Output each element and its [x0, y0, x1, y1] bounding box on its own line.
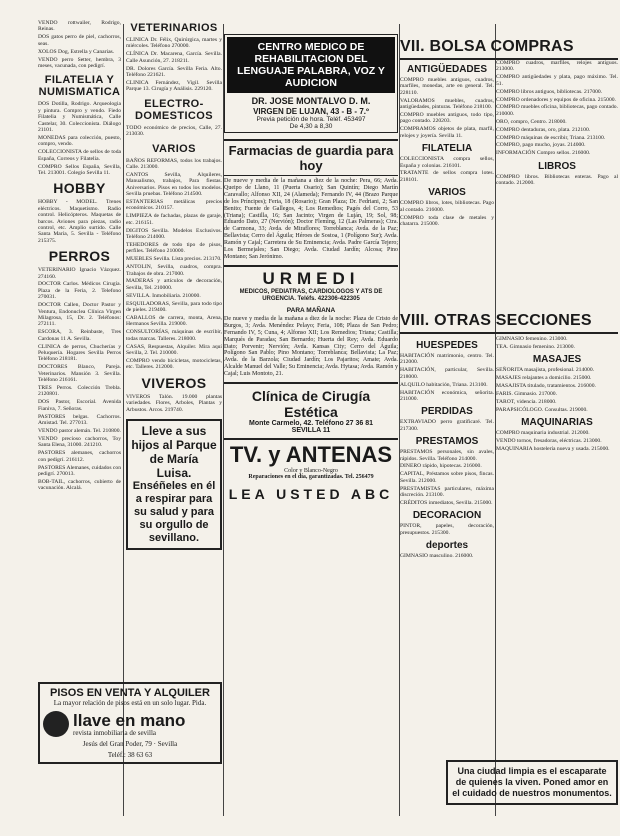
deportes-ads: [400, 553, 494, 559]
ad-item: COLECCIONISTA de sellos de toda España, Correos y Filatelia.: [38, 149, 121, 162]
ad-item: DOS gatos perro de piel, cachorros, seas.: [38, 34, 121, 47]
parque-text: Enséñeles en él a respirar para su salud y para su orgullo de sevillano.: [132, 479, 216, 544]
section-vii-header: [400, 36, 618, 60]
ad-item: TODO económico de precios, Calle, 27. 213030.: [126, 124, 222, 138]
maquinarias-heading: MAQUINARIAS: [521, 417, 593, 429]
decoracion-heading: DECORACION: [412, 510, 482, 522]
prestamos-heading: PRESTAMOS: [415, 436, 479, 448]
ad-item: COMPRO muebles oficina, bibliotecas, pago contado. 210000.: [496, 104, 618, 117]
ad-item: DIGITOS Sevilla. Modelos Exclusivos. Teléfono 214000.: [126, 227, 222, 241]
antig-ads: [400, 77, 494, 139]
ad-item: VALORAMOS muebles, cuadros, antigüedades, pinturas. Teléfono 218100.: [400, 97, 494, 111]
ad-item: CAPITAL, Préstamos sobre pisos, fincas. Sevilla. 212000.: [400, 471, 494, 484]
viveros-ads: [126, 394, 222, 413]
varios-heading: VARIOS: [152, 142, 196, 155]
filatelia4-heading: FILATELIA: [421, 143, 473, 155]
prestamos-ads: [400, 449, 494, 506]
tv-line: Reparaciones en el día, garantizadas. Tel. 256479: [248, 474, 374, 481]
ad-item: COMPRO cuadros, marfiles, relojes antiguos. 213000.: [496, 60, 618, 73]
ad-item: DOS Dotilla, Rodrigo. Arqueologia y pintura. Compro y vendo. Fiedo Filatelia y Numismática, Calle Castelar, 30. Coleccionista. Diálogo 21101.: [38, 101, 121, 133]
filatelia-ads: [38, 101, 121, 176]
ad-item: BAÑOS REFORMAS, todos los trabajos. Calle. 213000.: [126, 157, 222, 170]
ad-item: SEÑORITA masajista, profesional. 214000.: [496, 367, 595, 374]
llave-brand: llave en mano: [73, 710, 186, 730]
varios4-heading: VARIOS: [428, 187, 466, 199]
ad-item: HOBBY - MODEL. Trenes eléctricos. Maquetismo. Radio control. Helicópteros. Maquetas de barcos. Aviones para piezas, radio control, etc. Amplio surtido. Calle Santa María, 5. Sevilla - Teléfono 215375.: [38, 199, 121, 244]
hobby-ads: [38, 199, 121, 244]
filatelia-heading: FILATELIA Y NUMISMATICA: [38, 74, 121, 99]
compras-ads: [496, 60, 618, 157]
ad-item: COMPRO ordenadores y equipos de oficina. 215000.: [496, 96, 616, 103]
column-3: [224, 34, 398, 836]
ad-item: VETERINARIO Ignacio Vázquez. 274160.: [38, 267, 121, 280]
ad-item: INFORMACIÓN Compro sellos. 216000.: [496, 150, 591, 157]
ad-item: LIMPIEZA de fachadas, plazas de garaje, etc. 216151.: [126, 213, 222, 226]
ad-item: HABITACIÓN matrimonio, centro. Tel. 212000.: [400, 353, 494, 366]
ad-item: BOB-TAIL, cachorros, cubierto de vacunación. Alcalá.: [38, 478, 121, 492]
ad-item: VENDO precioso cachorros, Toy Santa Elena, 31000. 241210.: [38, 435, 121, 449]
ad-item: VIVEROS Talón. 19.000 plantas variedades. Flores, Arboles, Plantas y Arbustos. Arcos. 219740.: [126, 393, 222, 413]
huespedes-heading: HUESPEDES: [416, 340, 478, 351]
ad-item: COMPRO maquinaria industrial. 212000.: [496, 430, 590, 437]
ad-item: GIMNASIO femenino. 213000.: [496, 336, 568, 342]
ad-item: COLECCIONISTA compra sellos, España y colonias. 216101.: [400, 156, 494, 169]
antig-heading: ANTIGÜEDADES: [406, 64, 487, 75]
ad-item: DINERO rápido, hipotecas. 216000.: [400, 463, 482, 470]
electro-heading: ELECTRO-DOMESTICOS: [135, 97, 213, 122]
maquinarias-ads: [496, 430, 618, 452]
vet-ads: [126, 37, 222, 93]
ad-item: XOLOS Dog, Estrella y Canarias.: [38, 48, 115, 55]
ad-item: COMPRO dentaduras, oro, plata. 212100.: [496, 126, 591, 133]
section-viii-header: [400, 310, 618, 334]
ciudad-limpia-text: Una ciudad limpia es el escaparate de quienes la viven. Poned amor en el cuidado de nuestros monumentos.: [452, 766, 612, 798]
ad-item: DOCTORES Blanco, Pareja. Veterinarios. Mansión 3. Sevilla. Teléfono 216161.: [38, 364, 121, 384]
farmacias-title: Farmacias de guardia para hoy: [224, 139, 398, 176]
clinic-time: De 4,30 a 8,30: [289, 123, 333, 130]
ad-item: ESQUILADORAS, Sevilla, para todo tipo de pieles. 219400.: [126, 300, 222, 314]
ad-item: ORO, compro, Centro. 218000.: [496, 118, 567, 125]
masajes-heading: MASAJES: [532, 354, 582, 366]
section-vii-title: VII. BOLSA COMPRAS: [400, 36, 618, 60]
ad-item: MADERAS y artículos de decoración, Sevilla, Tel. 210000.: [126, 278, 222, 291]
ad-item: CABALLOS de carrera, monta, Arena, Hermanos Sevilla. 219000.: [126, 315, 222, 328]
ad-item: TEA. Gimnasio femenino. 213000.: [496, 343, 575, 350]
ad-item: COMPRAMOS objetos de plata, marfil, relojes y joyería. Sevilla 11.: [400, 126, 494, 139]
ad-item: TAROT, videncia. 218000.: [496, 398, 557, 405]
ad-item: PRESTAMISTAS particulares, máxima discreción. 213100.: [400, 485, 494, 499]
pisos-title: PISOS EN VENTA Y ALQUILER: [50, 687, 210, 699]
ad-item: COMPRO máquinas de escribir, Triana. 213100.: [496, 134, 606, 141]
ad-item: HABITACIÓN, particular, Sevilla. 218000.: [400, 367, 494, 380]
column-4-lower: [400, 336, 494, 746]
ciudad-limpia-box: [446, 754, 618, 805]
ad-item: HABITACIÓN económica, señorita. 211000.: [400, 389, 494, 402]
ad-item: TEHEDORES de todo tipo de pisos, perfiles. Teléfono 210000.: [126, 241, 222, 255]
clinic-doctor: DR. JOSE MONTALVO D. M.: [251, 96, 371, 106]
ad-item: COMPRO libros, lotes, bibliotecas. Pago al contado. 216000.: [400, 200, 494, 213]
perros-heading: PERROS: [48, 248, 111, 265]
ad-item: PRESTAMOS personales, sin avales, rápidos. Sevilla. Teléfono 214000.: [400, 449, 494, 462]
electro-ads: [126, 125, 222, 138]
para-manana-heading: PARA MAÑANA: [286, 306, 336, 314]
llave-phone: Teléf.: 38 63 63: [107, 751, 153, 759]
ad-item: COMPRO vendo bicicletas, motocicletas, etc. Talleres. 212000.: [126, 357, 222, 371]
ad-item: COMPRO libros antiguos, bibliotecas. 217000.: [496, 88, 603, 95]
ad-item: TRATANTE de sellos compra lotes. 218101.: [400, 170, 494, 183]
varios4-ads: [400, 200, 494, 227]
lea-usted-abc: LEA USTED ABC: [228, 486, 394, 503]
llave-tagline: revista inmobiliaria de sevilla: [73, 728, 157, 737]
pisos-ad: [38, 676, 222, 764]
ad-item: VENDO rottwailer, Rodrigo, Reinas.: [38, 20, 121, 33]
ad-item: CANTOS Sevilla, Alquileres, Manualismo, trabajos, Para fiestas. Aniversarios. Pisos en todos los modelos. Sevilla pruebas. Teléfono 214500.: [126, 171, 222, 198]
clinic-banner: CENTRO MEDICO DE REHABILITACION DEL LENGUAJE PALABRA, VOZ Y AUDICION: [227, 37, 395, 93]
ad-item: VENDO tornos, fresadoras, eléctricas. 213000.: [496, 438, 602, 445]
ad-item: PARAPSICÓLOGO. Consultas. 219000.: [496, 406, 588, 413]
huespedes-ads: [400, 353, 494, 402]
ad-item: CRÉDITOS inmediatos, Sevilla. 215000.: [400, 500, 493, 506]
cirugia-address: Monte Carmelo, 42. Teléfono 27 36 81: [249, 420, 373, 428]
ad-item: TRES Perros. Colección Trebla. 2120801.: [38, 385, 121, 398]
parque-lead: Lleve a sus hijos al Parque de María Luisa.: [131, 423, 217, 480]
ad-item: MASAJES relajantes a domicilio. 215000.: [496, 375, 592, 382]
ad-item: SEVILLA. Inmobiliaria. 210000.: [126, 292, 201, 299]
farmacias-text: De nueve y media de la mañana a diez de la noche: Pera, 66; Avda. Queipo de Llano, 11 (Puerta Osario); San Quintín; Diego Martín Caravallo; Alfonso XII, 24 (Alameda); Fernando IV, 44 (Brazo Parque de los Príncipes); Feria, 18 (Rosario); Gran Plaza; Dr. Fedriani, 2; San Benito; Fuente de Gallegos, 4; Los Remedios; Pagés del Corro, 53 (Triana); Castilla, 16; San Jacinto; Virgen de Luján, 19; Sol, 98; Eduardo Dato, 27 (Nervión); Doctor Fleming, 12 (Las Palmeras); Ctra. de Carmona, 33; Avda. de Miraflores; Torreblanca; Avda. de la Paz; Bellavista; Cerro del Águila; Héroes de Sostoa, 1 (Polígono Sur); Avda. Ramón y Cajal; Carretera de Su Eminencia; Avda. Padre García Tejero; Los Bermejales; San Diego; Avda. Ciudad Jardín; Alcosa; Pino Montano; San Jerónimo.: [224, 178, 398, 260]
ad-item: GIMNASIO masculino. 216000.: [400, 553, 474, 560]
urmedi-title: URMEDI: [224, 265, 398, 289]
ad-item: ALQUILO habitación, Triana. 213100.: [400, 381, 488, 388]
ad-item: COMPRO toda clase de metales y chatarra. 215000.: [400, 214, 494, 227]
top-ads: [38, 20, 121, 69]
llave-address: Jesús del Gran Poder, 79 · Sevilla: [82, 740, 178, 748]
viveros-heading: VIVEROS: [141, 374, 207, 391]
deportes-heading: deportes: [425, 540, 469, 552]
ad-item: PASTORES alemanes, cachorros con pedigrí. 216112.: [38, 450, 121, 463]
ad-item: DOCTOR Carlos. Médicos Cirugía. Plaza de la Feria, 2. Telefono 270031.: [38, 281, 121, 301]
decoracion-ads: [400, 523, 494, 536]
clinic-address: VIRGEN DE LUJAN, 43 - B - 7.º: [253, 107, 369, 116]
column-2: [126, 20, 222, 672]
ad-item: COMPRO libros. Bibliotecas enteras. Pago al contado. 212000.: [496, 173, 618, 187]
perros-ads: [38, 267, 121, 492]
ad-item: PASTORES belgas. Cachorros. Amistad. Tel. 277013.: [38, 413, 121, 427]
parque-box: [126, 419, 222, 550]
ad-item: MASAJISTA titulado, tratamientos. 216000.: [496, 383, 596, 390]
ad-item: CONSULTORÍAS, máquinas de escribir, todas marcas. Talleres. 218000.: [126, 329, 222, 342]
ad-item: CLÍNICA Dr. Macarena, García. Sevilla. Calle Asunción, 27. 218211.: [126, 51, 222, 64]
ad-item: FARIS. Gimnasio. 217000.: [496, 391, 557, 398]
tv-subtitle: Color y Blanco-Negro: [284, 468, 338, 475]
ad-item: VENDO perro Setter, hembra, 3 meses, vacunada, con pedigrí.: [38, 56, 121, 69]
ad-item: CLINICA Dr. Félix, Quirúrgica, martes y miércoles. Teléfono 270000.: [126, 37, 222, 50]
sec-ads-a: [496, 336, 618, 350]
perdidas-ads: [400, 419, 494, 432]
ad-item: DR. Dolores García. Sevilla Feria. Alto. Teléfono 221621.: [126, 65, 222, 79]
ad-item: COMPRO antigüedades y plata, pago máximo. Tel. 51.: [496, 74, 618, 87]
libros-ads: [496, 174, 618, 187]
pisos-subtitle: La mayor relación de pisos está en un solo lugar. Pida.: [53, 699, 207, 707]
ad-item: MAQUINARIA hostelería nueva y usada. 215000.: [496, 446, 610, 453]
para-manana-text: De nueve y media de la mañana a diez de la noche: Plaza de Cristo de Burgos, 3; Avda. Menéndez Pelayo; Feria, 108; Plaza de San Pedro; Fernando IV, 5; Cuna, 4; Alfonso XII; Los Remedios; Triana; Castilla; Marqués de Paradas; San Bernardo; Huerta del Rey; Avda. Eduardo Dato; Porvenir; Nervión; Avda. Kansas City; Cerro del Águila; Polígono San Pablo; Pino Montano; Torreblanca; Bellavista; La Paz; Avda. de la Barzola; Ciudad Jardín; Los Pajaritos; Amate; Avda. Alcalde Manuel del Valle; Su Eminencia; Avda. Hytasa; Avda. Ramón y Cajal; Luis Montoto, 21.: [224, 315, 398, 378]
ad-item: EXTRAVIADO perro gratificaré. Tel. 217300.: [400, 419, 494, 432]
ad-item: PASTORES Alemanes, cuidados con pedigrí. 270013.: [38, 464, 121, 477]
masajes-ads: [496, 367, 618, 389]
clinic-ad: [224, 34, 398, 133]
hobby-heading: HOBBY: [53, 180, 106, 197]
ad-item: PINTOR, papeles, decoración, presupuestos. 215300.: [400, 523, 494, 536]
filatelia4-ads: [400, 156, 494, 183]
cirugia-title: Clínica de Cirugía Estética: [224, 382, 398, 420]
ad-item: COMPRO, pago mucho, joyas. 214000.: [496, 142, 586, 149]
tv-title: TV. y ANTENAS: [224, 438, 398, 468]
section-viii-title: VIII. OTRAS SECCIONES: [400, 310, 618, 334]
urmedi-subtitle: MEDICOS, PEDIATRAS, CARDIOLOGOS Y ATS DE URGENCIA. Teléfs. 422306-422305: [239, 288, 383, 302]
clinic-hours: Previa petición de hora. Teléf. 453497: [256, 116, 366, 123]
varios-ads: [126, 158, 222, 371]
ad-item: ESTANTERIAS metálicas precios económicos. 210157.: [126, 199, 222, 212]
vet-heading: VETERINARIOS: [130, 22, 218, 34]
ad-item: COMPRO muebles antiguos, todo tipo, pago contado. 220203.: [400, 112, 494, 125]
ad-item: CLINICA Fernández, Vigil. Sevilla Parque 13. Cirugía y Análisis. 229120.: [126, 79, 222, 93]
key-logo-icon: [43, 711, 69, 737]
ad-item: COMPRO Sellos España, Sevilla, Tel. 213001. Colegio Sevilla 11.: [38, 163, 121, 176]
ad-item: ANTOLIN, Sevilla, cuadros, compra. Trabajos de obra. 217000.: [126, 264, 222, 277]
ad-item: DOCTOR Callen, Doctor Pastor y Ventura, Endonuclea Clínica Virgen Milagrosa, 15, Dr. 2. Teléfonos: 272111.: [38, 302, 121, 328]
ad-item: CLINICA de perros, Chucherías y Peluquería. Hogares Sevilla Perros Teléfono 218181.: [38, 343, 121, 363]
ad-item: MUEBLES Sevilla. Lista precios. 213170.: [126, 256, 222, 263]
cirugia-city: SEVILLA 11: [291, 427, 331, 435]
ad-item: CASAS, Respuestas, Alquiler. Mira aquí Sevilla, 2. Tel. 210000.: [126, 343, 222, 357]
column-5-lower: [496, 336, 618, 746]
ad-item: DOS Pastor, Escorial. Avenida Fianiva, 7. Señoras.: [38, 399, 121, 412]
sec-ads-b: [496, 391, 618, 413]
ad-item: VENDO pastor alemán. Tel. 210800.: [38, 428, 121, 434]
libros-heading: LIBROS: [538, 160, 576, 172]
column-5-upper: [496, 60, 618, 276]
ad-item: MONEDAS para colección, puesto, compro, vendo.: [38, 134, 121, 148]
perdidas-heading: PERDIDAS: [421, 406, 473, 418]
ad-item: COMPRO muebles antiguos, cuadros, marfiles, monedas, arte en general. Tel. 228110.: [400, 77, 494, 96]
ad-item: ESCORA, 3. Reinbaste, Tres Cardonas 11 A. Sevilla.: [38, 329, 121, 342]
